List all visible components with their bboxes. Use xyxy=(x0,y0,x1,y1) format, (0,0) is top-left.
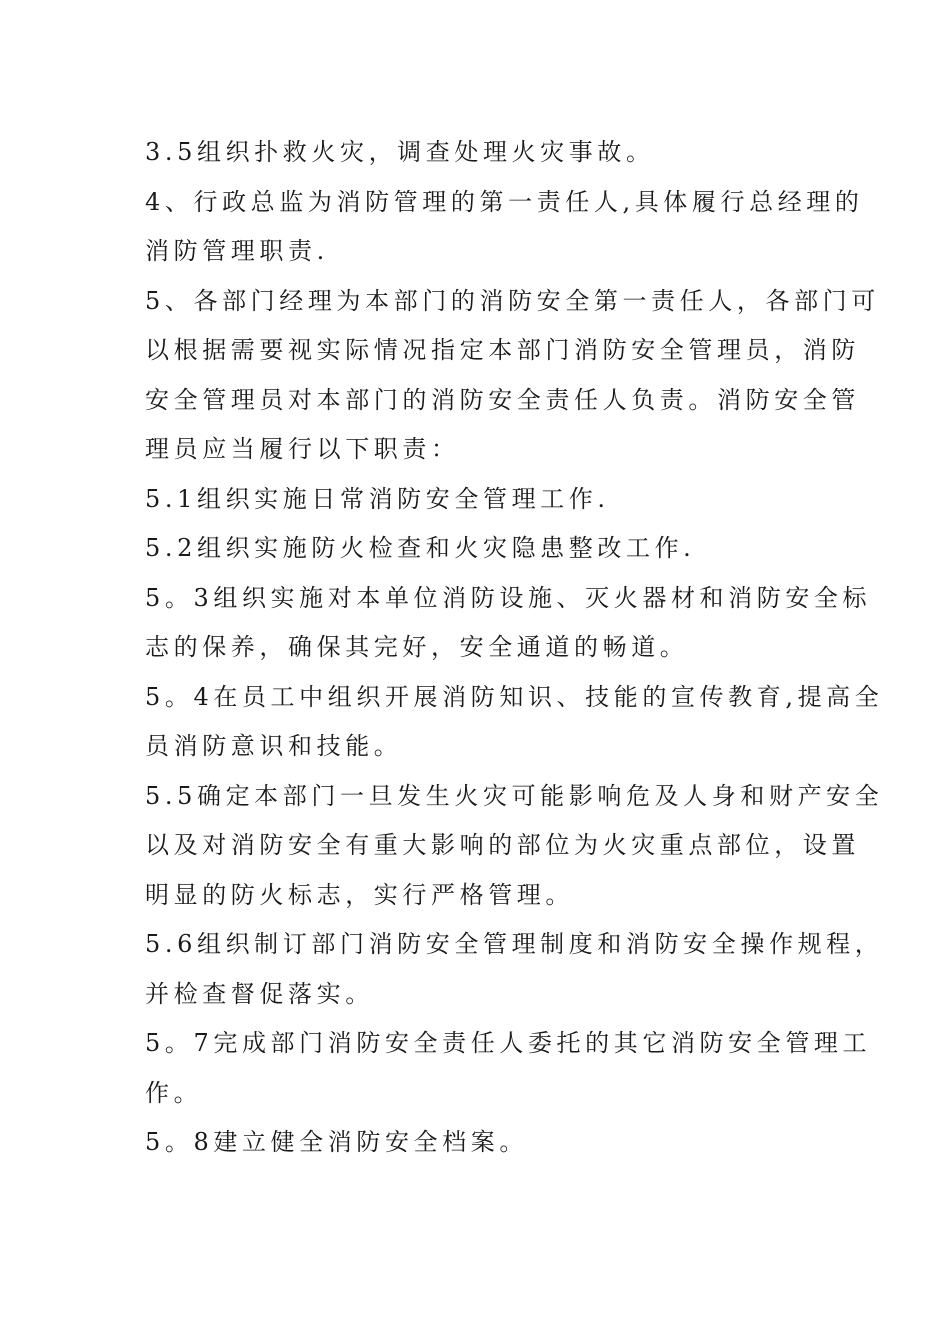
text-line: 5.5确定本部门一旦发生火灾可能影响危及人身和财产安全 xyxy=(145,781,884,810)
text-line: 以根据需要视实际情况指定本部门消防安全管理员，消防 xyxy=(145,336,860,364)
text-line: 并检查督促落实。 xyxy=(145,979,374,1008)
text-line: 作。 xyxy=(145,1078,203,1107)
document-body xyxy=(145,128,884,1168)
text-line: 5。7完成部门消防安全责任人委托的其它消防安全管理工 xyxy=(145,1029,872,1057)
text-line: 安全管理员对本部门的消防安全责任人负责。消防安全管 xyxy=(145,385,860,414)
text-line: 4、行政总监为消防管理的第一责任人,具体履行总经理的 xyxy=(145,187,864,216)
text-line: 5。3组织实施对本单位消防设施、灭火器材和消防安全标 xyxy=(145,583,872,612)
text-line: 5。8建立健全消防安全档案。 xyxy=(145,1128,528,1156)
text-line: 员消防意识和技能。 xyxy=(145,732,403,760)
text-line: 消防管理职责. xyxy=(145,237,329,265)
text-line: 志的保养，确保其完好，安全通道的畅道。 xyxy=(145,633,689,661)
text-line: 3.5组织扑救火灾，调查处理火灾事故。 xyxy=(145,138,655,166)
text-line: 5、各部门经理为本部门的消防安全第一责任人，各部门可 xyxy=(145,286,880,315)
text-line: 5。4在员工中组织开展消防知识、技能的宣传教育,提高全 xyxy=(145,682,884,711)
text-line: 以及对消防安全有重大影响的部位为火灾重点部位，设置 xyxy=(145,831,860,859)
text-line: 5.2组织实施防火检查和火灾隐患整改工作. xyxy=(145,534,696,562)
text-line: 理员应当履行以下职责： xyxy=(145,435,460,463)
text-line: 5.6组织制订部门消防安全管理制度和消防安全操作规程， xyxy=(145,930,884,958)
text-line: 明显的防火标志，实行严格管理。 xyxy=(145,880,574,909)
text-line: 5.1组织实施日常消防安全管理工作. xyxy=(145,484,610,513)
